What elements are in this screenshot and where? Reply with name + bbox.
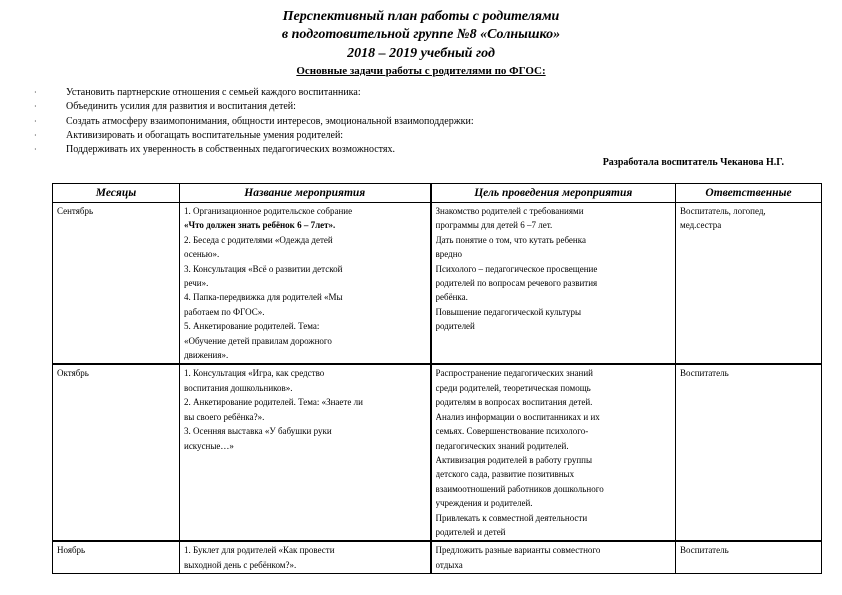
event-line: осенью». xyxy=(184,249,220,260)
goal-line: среди родителей, теоретическая помощь xyxy=(435,382,591,393)
task-item xyxy=(34,86,814,100)
goal-line: Распространение педагогических знаний xyxy=(435,368,593,379)
event-line: 1. Организационное родительское собрание xyxy=(184,206,353,216)
event-line: «Что должен знать ребёнок 6 – 7лет». xyxy=(184,220,336,231)
column-header-responsible: Ответственные xyxy=(676,184,822,203)
goals-cell xyxy=(431,364,676,541)
goal-line: детского сада, развитие позитивных xyxy=(435,469,575,480)
tasks-list xyxy=(34,86,814,157)
event-line: 5. Анкетирование родителей. Тема: xyxy=(184,321,320,332)
title-line-1: Перспективный план работы с родителями xyxy=(282,9,560,24)
responsible-cell xyxy=(676,541,822,573)
plan-table xyxy=(52,183,822,574)
task-text: Объединить усилия для развития и воспитания детей: xyxy=(66,101,296,113)
author-signature: Разработала воспитатель Чеканова Н.Г. xyxy=(602,157,784,168)
task-text: Установить партнерские отношения с семьей каждого воспитанника: xyxy=(66,87,361,98)
task-text: Создать атмосферу взаимопонимания, общности интересов, эмоциональной взаимоподдержки: xyxy=(66,115,474,127)
goal-line: родителей по вопросам речевого развития xyxy=(435,278,598,289)
task-item xyxy=(34,100,814,114)
task-text: Поддерживать их уверенность в собственных педагогических возможностях. xyxy=(66,144,395,156)
event-line: речи». xyxy=(184,278,209,289)
bullet-icon: · xyxy=(34,88,37,97)
month-cell: Октябрь xyxy=(53,364,180,541)
event-line: искусные…» xyxy=(184,440,234,451)
goal-line: Активизация родителей в работу группы xyxy=(435,454,593,465)
column-header-months: Месяцы xyxy=(53,184,180,203)
goal-line: Анализ информации о воспитанниках и их xyxy=(435,411,600,422)
task-item xyxy=(34,129,814,143)
goal-line: ребёнка. xyxy=(435,292,468,303)
document-header xyxy=(0,8,842,78)
goal-line: вредно xyxy=(435,249,463,260)
table-row xyxy=(53,364,822,541)
event-line: 3. Осенняя выставка «У бабушки руки xyxy=(184,426,332,437)
task-item xyxy=(34,115,814,129)
bullet-icon: · xyxy=(34,145,37,155)
goal-line: отдыха xyxy=(435,559,463,570)
goal-line: педагогических знаний родителей. xyxy=(435,440,569,451)
event-line: выходной день с ребёнком?». xyxy=(184,559,297,570)
month-cell: Ноябрь xyxy=(53,541,180,573)
academic-year: 2018 – 2019 учебный год xyxy=(347,46,495,61)
goal-line: Повышение педагогической культуры xyxy=(435,306,582,317)
goal-line: Знакомство родителей с требованиями xyxy=(435,206,584,216)
goals-cell xyxy=(431,541,676,573)
event-line: работаем по ФГОС». xyxy=(184,306,265,317)
event-line: 2. Анкетирование родителей. Тема: «Знаете ли xyxy=(184,397,363,408)
goal-line: родителей и детей xyxy=(435,526,506,537)
event-line: движения». xyxy=(184,350,229,361)
table-row xyxy=(53,203,822,365)
responsible-line: Воспитатель xyxy=(680,545,729,556)
responsible-cell xyxy=(676,364,822,541)
events-cell xyxy=(180,203,431,365)
goal-line: Психолого – педагогическое просвещение xyxy=(435,263,598,274)
month-cell: Сентябрь xyxy=(53,203,180,365)
event-line: 1. Консультация «Игра, как средство xyxy=(184,368,325,379)
events-cell xyxy=(180,541,431,573)
goal-line: Предложить разные варианты совместного xyxy=(435,545,601,556)
bullet-icon: · xyxy=(34,116,37,126)
event-line: 3. Консультация «Всё о развитии детской xyxy=(184,263,343,274)
goal-line: Привлекать к совместной деятельности xyxy=(435,512,588,523)
event-line: «Обучение детей правилам дорожного xyxy=(184,335,332,346)
column-header-event: Название мероприятия xyxy=(180,184,431,203)
responsible-line: мед.сестра xyxy=(680,220,722,231)
bullet-icon: · xyxy=(34,102,37,112)
goal-line: семьях. Совершенствование психолого- xyxy=(435,426,589,437)
goal-line: родителей xyxy=(435,321,475,332)
task-text: Активизировать и обогащать воспитательные умения родителей: xyxy=(66,129,344,141)
title-line-2: в подготовительной группе №8 «Солнышко» xyxy=(281,27,561,42)
goal-line: учреждения и родителей. xyxy=(435,498,533,509)
column-header-goal: Цель проведения мероприятия xyxy=(431,184,676,203)
goal-line: Дать понятие о том, что кутать ребенка xyxy=(435,234,586,245)
goal-line: программы для детей 6 –7 лет. xyxy=(435,220,553,231)
responsible-line: Воспитатель, логопед, xyxy=(680,206,766,216)
tasks-subtitle: Основные задачи работы с родителями по ФГОС: xyxy=(296,65,546,77)
table-header-row xyxy=(53,184,822,203)
task-item xyxy=(34,143,814,157)
bullet-icon: · xyxy=(34,130,37,140)
goal-line: родителям в вопросах воспитания детей. xyxy=(435,397,593,408)
table-row xyxy=(53,541,822,573)
event-line: воспитания дошкольников». xyxy=(184,382,293,393)
goal-line: взаимоотношений работников дошкольного xyxy=(435,483,604,494)
events-cell xyxy=(180,364,431,541)
event-line: 2. Беседа с родителями «Одежда детей xyxy=(184,234,333,245)
responsible-cell xyxy=(676,203,822,365)
responsible-line: Воспитатель xyxy=(680,368,729,379)
event-line: вы своего ребёнка?». xyxy=(184,411,265,422)
goals-cell xyxy=(431,203,676,365)
event-line: 4. Папка-передвижка для родителей «Мы xyxy=(184,292,343,303)
event-line: 1. Буклет для родителей «Как провести xyxy=(184,545,335,556)
